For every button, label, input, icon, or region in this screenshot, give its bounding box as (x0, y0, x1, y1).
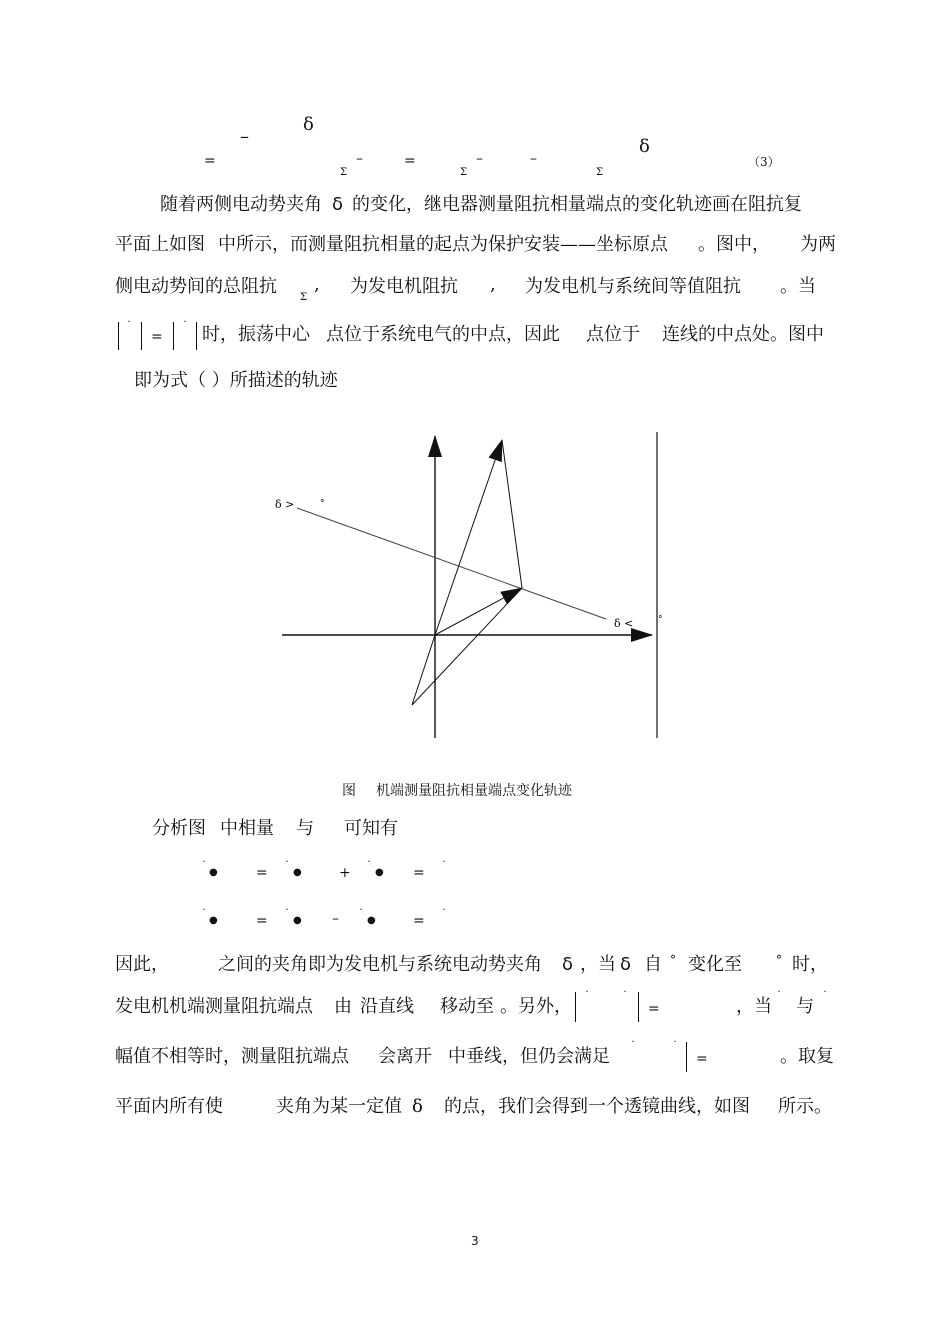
plus-sign: + (339, 865, 351, 881)
text-run: 为发电机阻抗 (350, 276, 458, 297)
dot-accent: ˙ (822, 989, 828, 1003)
text-run: 之间的夹角即为发电机与系统电动势夹角 (218, 954, 542, 975)
equation-minus: – (356, 151, 363, 167)
sigma-subscript: Σ (300, 292, 308, 303)
text-run: 夹角为某一定值 (276, 1096, 402, 1117)
text-run: 为两 (800, 234, 836, 255)
text-run: 分析图 (152, 818, 206, 839)
label-degree: ° (320, 499, 325, 509)
delta-symbol: δ (412, 1096, 423, 1117)
bullet: ● (293, 915, 302, 926)
text-run: 沿直线 (360, 996, 414, 1017)
text-run: 时，振荡中心 (202, 324, 310, 345)
dot-accent: ˙ (126, 319, 132, 333)
text-run: 变化至 (688, 954, 742, 975)
equation-equals: = (404, 153, 416, 169)
text-run: 自 (644, 954, 662, 975)
text-run: 平面上如图 (115, 234, 205, 255)
delta-symbol: δ (332, 194, 344, 215)
text-run: 点位于系统电气的中点，因此 (326, 324, 560, 345)
text-run: 幅值不相等时，测量阻抗端点 (115, 1046, 349, 1067)
vector-top-to-endpoint (502, 440, 522, 588)
vector-bottom-to-origin (412, 635, 435, 705)
text-run: 时， (792, 954, 828, 975)
equals-sign: = (648, 1001, 660, 1017)
equals-sign: = (413, 865, 425, 881)
text-run: 与 (796, 996, 814, 1017)
text-run: 中相量 (220, 818, 274, 839)
figure-caption: 机端测量阻抗相量端点变化轨迹 (376, 783, 572, 799)
equation-sigma: Σ (460, 167, 468, 178)
vector-origin-to-endpoint (435, 588, 522, 635)
equation-delta-top: δ (303, 114, 314, 135)
text-run: 移动至 (440, 996, 494, 1017)
bullet: ● (367, 915, 376, 926)
text-run: 可知有 (344, 818, 398, 839)
dot-accent: ˙ (284, 907, 290, 921)
equation-number: （3） (748, 155, 780, 169)
text-run: ，当 (736, 996, 772, 1017)
label-degree: ° (658, 615, 663, 625)
text-run: 点位于 (586, 324, 640, 345)
dot-accent: ˙ (441, 907, 447, 921)
dot-accent: ˙ (622, 989, 628, 1003)
bullet: ● (209, 915, 218, 926)
page-number: 3 (471, 1234, 479, 1248)
minus-sign: – (332, 911, 339, 927)
text-run: 的变化，继电器测量阻抗相量端点的变化轨迹画在阻抗复 (352, 194, 802, 215)
equation-delta-right: δ (639, 136, 650, 157)
text-run: 。另外， (500, 996, 572, 1017)
text-run: 。当 (780, 276, 816, 297)
text-run: 所示。 (778, 1096, 832, 1117)
text-run: 随着两侧电动势夹角 (160, 194, 322, 215)
equation-minus: – (476, 151, 483, 167)
text-run: 。取复 (780, 1046, 834, 1067)
equals-sign: = (256, 865, 268, 881)
text-run: 会离开 (378, 1046, 432, 1067)
text-run: 的点，我们会得到一个透镜曲线，如图 (444, 1096, 750, 1117)
abs-bar (575, 992, 576, 1022)
dot-accent: ˙ (201, 859, 207, 873)
equation-equals: = (204, 153, 216, 169)
equation-minus: – (530, 151, 537, 167)
equation-overbar: – (240, 126, 249, 147)
bullet: ● (293, 867, 302, 878)
dot-accent: ˙ (672, 1039, 678, 1053)
vector-origin-to-top (435, 440, 502, 635)
label-delta-less: δ < (614, 617, 634, 630)
degree-sign: ° (776, 953, 782, 967)
text-run: 发电机机端测量阻抗端点 (115, 996, 313, 1017)
comma: , (490, 274, 496, 295)
degree-sign: ° (670, 953, 676, 967)
delta-symbol: δ (620, 954, 632, 975)
dot-accent: ˙ (366, 859, 372, 873)
text-run: 由 (334, 996, 352, 1017)
equation-sigma: Σ (340, 167, 348, 178)
text-run: 平面内所有使 (115, 1096, 223, 1117)
text-run: ，当 (580, 954, 616, 975)
dot-accent: ˙ (201, 907, 207, 921)
dot-accent: ˙ (358, 907, 364, 921)
equals-sign: = (256, 913, 268, 929)
abs-bar (686, 1042, 687, 1072)
equals-sign: = (151, 329, 163, 345)
dot-accent: ˙ (584, 989, 590, 1003)
text-run: 连线的中点处。图中 (662, 324, 824, 345)
text-run: 与 (296, 818, 314, 839)
bullet: ● (209, 867, 218, 878)
text-run: 中所示，而测量阻抗相量的起点为保护安装——坐标原点 (218, 234, 668, 255)
text-run: 因此， (115, 954, 169, 975)
equals-sign: = (413, 913, 425, 929)
dot-accent: ˙ (630, 1039, 636, 1053)
text-run: 即为式（ ）所描述的轨迹 (134, 370, 338, 391)
comma: , (314, 274, 320, 295)
equals-sign: = (696, 1051, 708, 1067)
figure-caption-prefix: 图 (342, 783, 356, 799)
dot-accent: ˙ (284, 859, 290, 873)
equation-sigma: Σ (596, 167, 604, 178)
text-run: 中垂线，但仍会满足 (448, 1046, 610, 1067)
trajectory-line (297, 508, 606, 619)
text-run: 为发电机与系统间等值阻抗 (525, 276, 741, 297)
vector-bottom-to-endpoint (412, 588, 522, 705)
delta-symbol: δ (562, 954, 574, 975)
dot-accent: ˙ (776, 989, 782, 1003)
text-run: 。图中， (698, 234, 770, 255)
abs-bar (638, 992, 639, 1022)
dot-accent: ˙ (441, 859, 447, 873)
bullet: ● (375, 867, 384, 878)
dot-accent: ˙ (182, 319, 188, 333)
label-delta-greater: δ > (275, 498, 295, 511)
text-run: 侧电动势间的总阻抗 (115, 276, 277, 297)
